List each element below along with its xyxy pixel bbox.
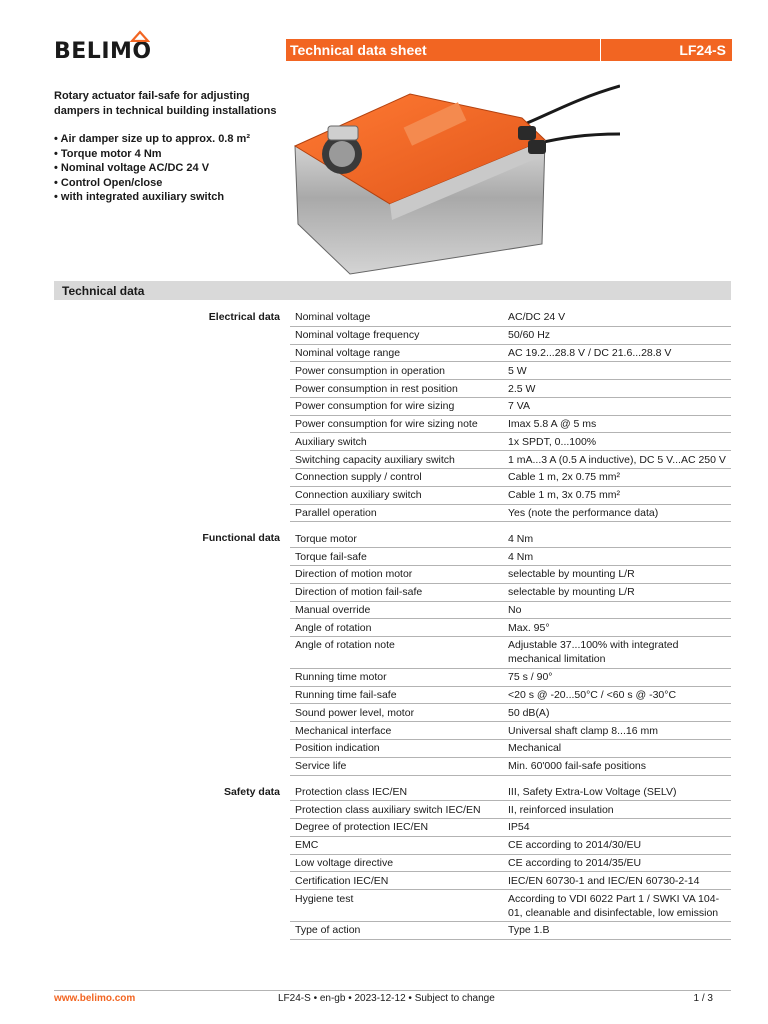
row-key: Manual override — [295, 603, 371, 616]
technical-data-section-header — [54, 281, 731, 300]
row-key: Mechanical interface — [295, 724, 392, 737]
table-row — [290, 669, 731, 687]
row-value: Max. 95° — [508, 621, 550, 634]
table-row — [290, 362, 731, 380]
row-key: Angle of rotation note — [295, 639, 395, 652]
table-row — [290, 855, 731, 873]
row-value: According to VDI 6022 Part 1 / SWKI VA 104-01, cleanable and disinfectable, low emission — [508, 892, 720, 919]
row-value: 2.5 W — [508, 382, 536, 395]
table-row — [290, 451, 731, 469]
group-functional-data — [54, 530, 731, 775]
row-value: selectable by mounting L/R — [508, 568, 635, 581]
group-electrical-data — [54, 309, 731, 522]
row-value: Adjustable 37...100% with integrated mechanical limitation — [508, 639, 679, 666]
row-key: Angle of rotation — [295, 621, 372, 634]
row-key: Protection class auxiliary switch IEC/EN — [295, 803, 481, 816]
table-row — [290, 416, 731, 434]
feature-item: • with integrated auxiliary switch — [54, 191, 225, 203]
row-value: Cable 1 m, 2x 0.75 mm² — [508, 471, 621, 484]
row-key: Torque fail-safe — [295, 550, 367, 563]
group-rows — [290, 530, 731, 775]
row-value: Type 1.B — [508, 924, 550, 937]
row-value: Yes (note the performance data) — [508, 506, 659, 519]
row-key: Running time fail-safe — [295, 689, 397, 702]
table-row — [290, 433, 731, 451]
row-value: selectable by mounting L/R — [508, 586, 635, 599]
belimo-logo — [54, 32, 152, 64]
footer-website-link[interactable]: www.belimo.com — [54, 993, 136, 1004]
row-key: Direction of motion motor — [295, 568, 413, 581]
row-key: Power consumption for wire sizing note — [295, 418, 478, 431]
group-label: Safety data — [223, 785, 280, 798]
table-row — [290, 819, 731, 837]
table-row — [290, 837, 731, 855]
table-row — [290, 872, 731, 890]
row-key: Sound power level, motor — [295, 706, 415, 719]
row-value: Min. 60'000 fail-safe positions — [508, 760, 646, 773]
row-value: 4 Nm — [508, 550, 534, 563]
table-row — [290, 704, 731, 722]
table-row — [290, 380, 731, 398]
document-title: Technical data sheet — [290, 42, 427, 58]
product-description: Rotary actuator fail-safe for adjusting dampers in technical building installations — [54, 90, 277, 117]
table-row — [290, 722, 731, 740]
row-value: AC/DC 24 V — [508, 311, 566, 324]
row-key: Position indication — [295, 742, 380, 755]
row-key: Service life — [295, 760, 347, 773]
row-key: Switching capacity auxiliary switch — [295, 453, 455, 466]
row-value: Cable 1 m, 3x 0.75 mm² — [508, 489, 621, 502]
table-row — [290, 619, 731, 637]
row-key: Hygiene test — [295, 892, 354, 905]
feature-item: • Control Open/close — [54, 176, 163, 189]
row-key: Power consumption in operation — [295, 364, 446, 377]
row-key: EMC — [295, 839, 319, 852]
row-value: IP54 — [508, 821, 530, 834]
row-value: 7 VA — [508, 400, 530, 413]
feature-item: • Nominal voltage AC/DC 24 V — [54, 162, 210, 174]
group-label: Functional data — [202, 532, 280, 545]
row-key: Torque motor — [295, 532, 357, 545]
row-value: CE according to 2014/35/EU — [508, 857, 642, 870]
row-value: 5 W — [508, 364, 527, 377]
table-row — [290, 758, 731, 776]
row-key: Protection class IEC/EN — [295, 785, 408, 798]
row-key: Nominal voltage frequency — [295, 329, 420, 342]
row-key: Connection auxiliary switch — [295, 489, 422, 502]
table-row — [290, 801, 731, 819]
row-key: Auxiliary switch — [295, 435, 367, 448]
header-bar — [286, 39, 732, 61]
table-row — [290, 584, 731, 602]
row-value: 4 Nm — [508, 532, 534, 545]
row-key: Certification IEC/EN — [295, 874, 389, 887]
row-key: Nominal voltage range — [295, 346, 401, 359]
table-row — [290, 566, 731, 584]
table-row — [290, 398, 731, 416]
table-row — [290, 784, 731, 802]
row-key: Connection supply / control — [295, 471, 422, 484]
row-value: 1 mA...3 A (0.5 A inductive), DC 5 V...AC 250 V — [508, 453, 726, 466]
row-key: Running time motor — [295, 671, 387, 684]
row-value: 75 s / 90° — [508, 671, 553, 684]
table-row — [290, 687, 731, 705]
row-key: Degree of protection IEC/EN — [295, 821, 429, 834]
row-key: Direction of motion fail-safe — [295, 586, 423, 599]
feature-item: • Torque motor 4 Nm — [54, 147, 162, 160]
row-key: Low voltage directive — [295, 857, 394, 870]
row-value: 1x SPDT, 0...100% — [508, 435, 597, 448]
row-value: CE according to 2014/30/EU — [508, 839, 642, 852]
row-key: Parallel operation — [295, 506, 377, 519]
footer-divider — [54, 990, 731, 991]
footer-doc-info: LF24-S • en-gb • 2023-12-12 • Subject to change — [278, 993, 495, 1004]
product-intro — [54, 89, 284, 205]
footer-page-number: 1 / 3 — [693, 993, 713, 1004]
row-value: Mechanical — [508, 742, 562, 755]
row-value: No — [508, 603, 522, 616]
row-value: 50/60 Hz — [508, 329, 551, 342]
table-row — [290, 345, 731, 363]
row-key: Nominal voltage — [295, 311, 371, 324]
row-value: AC 19.2...28.8 V / DC 21.6...28.8 V — [508, 346, 672, 359]
product-code: LF24-S — [679, 42, 726, 58]
row-value: Imax 5.8 A @ 5 ms — [508, 418, 597, 431]
feature-item: • Air damper size up to approx. 0.8 m² — [54, 133, 250, 145]
logo-arrow-icon — [130, 30, 150, 42]
table-row — [290, 637, 731, 669]
row-key: Power consumption for wire sizing — [295, 400, 455, 413]
table-row — [290, 602, 731, 620]
row-key: Type of action — [295, 924, 361, 937]
row-value: Universal shaft clamp 8...16 mm — [508, 724, 658, 737]
table-row — [290, 740, 731, 758]
row-key: Power consumption in rest position — [295, 382, 458, 395]
actuator-product-image — [290, 74, 620, 280]
row-value: IEC/EN 60730-1 and IEC/EN 60730-2-14 — [508, 874, 700, 887]
table-row — [290, 327, 731, 345]
table-row — [290, 922, 731, 940]
row-value: 50 dB(A) — [508, 706, 550, 719]
section-title: Technical data — [62, 283, 145, 298]
table-row — [290, 505, 731, 523]
table-row — [290, 548, 731, 566]
table-row — [290, 469, 731, 487]
table-row — [290, 309, 731, 327]
row-value: III, Safety Extra-Low Voltage (SELV) — [508, 785, 677, 798]
group-rows — [290, 784, 731, 940]
group-rows — [290, 309, 731, 522]
row-value: II, reinforced insulation — [508, 803, 614, 816]
table-row — [290, 487, 731, 505]
technical-data-table — [54, 309, 731, 948]
group-label: Electrical data — [208, 311, 280, 323]
table-row — [290, 890, 731, 922]
table-row — [290, 530, 731, 548]
group-safety-data — [54, 784, 731, 940]
row-value: <20 s @ -20...50°C / <60 s @ -30°C — [508, 689, 677, 702]
logo-text: BELIMO — [54, 39, 152, 64]
